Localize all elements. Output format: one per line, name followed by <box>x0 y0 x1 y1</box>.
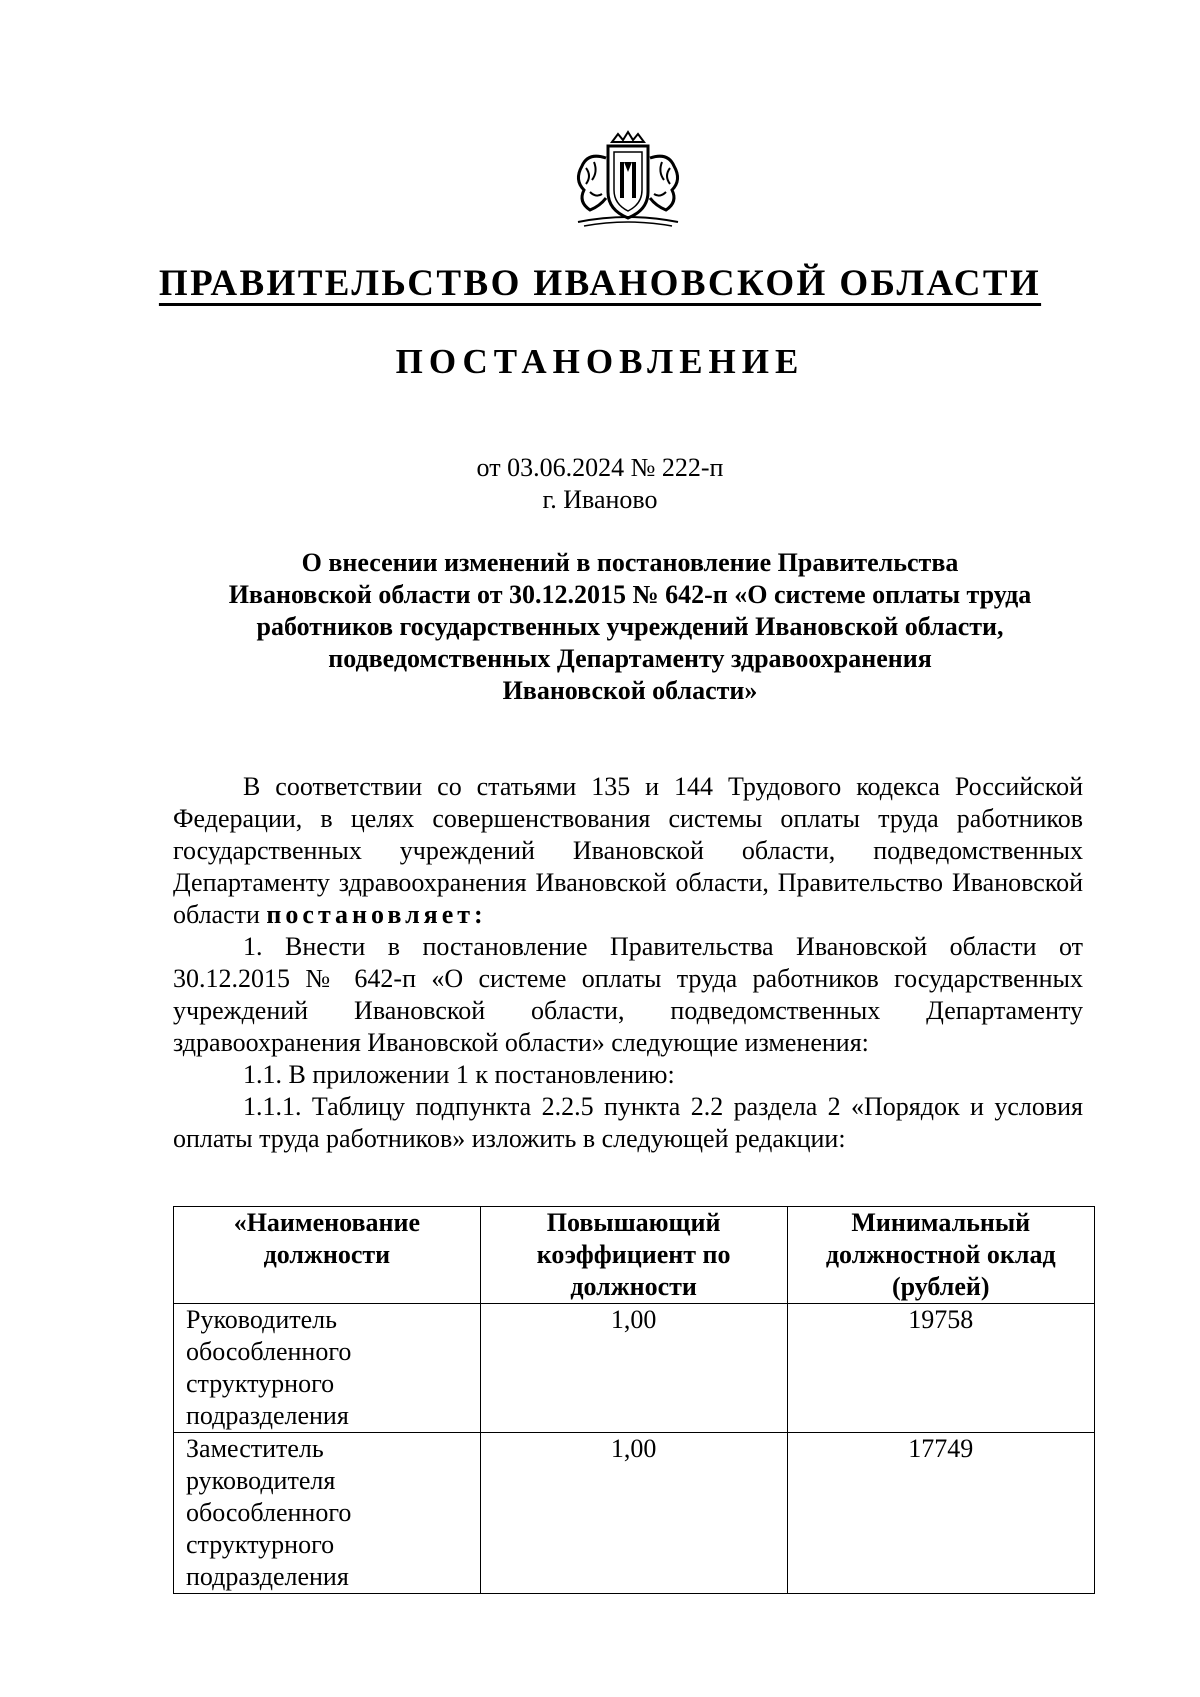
preamble-text: В соответствии со статьями 135 и 144 Трудового кодекса Российской Федерации, в целях совершенствования системы оплаты труда работников государственных учреждений Ивановской области, подведомственных Департаменту здравоохранения Ивановской области, Правительство Ивановской области <box>173 772 1083 929</box>
cell-position: Заместитель руководителя обособленного структурного подразделения <box>174 1433 481 1594</box>
date-number: от 03.06.2024 № 222-п <box>476 453 724 482</box>
header-position: «Наименование должности <box>174 1207 481 1304</box>
table-row <box>174 1433 1095 1594</box>
coat-of-arms-emblem <box>560 128 696 230</box>
item-1-1-1: 1.1.1. Таблицу подпункта 2.2.5 пункта 2.2 раздела 2 «Порядок и условия оплаты труда работников» изложить в следующей редакции: <box>173 1092 1083 1153</box>
cell-coefficient: 1,00 <box>480 1433 787 1594</box>
header-salary: Минимальный должностной оклад (рублей) <box>787 1207 1094 1304</box>
item-1-1: 1.1. В приложении 1 к постановлению: <box>243 1060 675 1089</box>
cell-salary: 17749 <box>787 1433 1094 1594</box>
table-header-row <box>174 1207 1095 1304</box>
cell-coefficient: 1,00 <box>480 1304 787 1433</box>
salary-table <box>173 1206 1095 1594</box>
subject-line: Ивановской области от 30.12.2015 № 642-п «О системе оплаты труда <box>228 580 1032 609</box>
subject-line: Ивановской области» <box>502 676 758 705</box>
document-body <box>173 771 1083 1155</box>
header-coefficient: Повышающий коэффициент по должности <box>480 1207 787 1304</box>
subject-line: подведомственных Департаменту здравоохранения <box>328 644 932 673</box>
document-type: ПОСТАНОВЛЕНИЕ <box>395 342 805 381</box>
document-meta <box>0 452 1200 516</box>
item-1: 1. Внести в постановление Правительства Ивановской области от 30.12.2015 № 642-п «О системе оплаты труда работников государственных учреждений Ивановской области, подведомственных Департаменту здравоохранения Ивановской области» следующие изменения: <box>173 932 1083 1057</box>
government-title: ПРАВИТЕЛЬСТВО ИВАНОВСКОЙ ОБЛАСТИ <box>158 263 1042 304</box>
subject-line: работников государственных учреждений Ивановской области, <box>256 612 1004 641</box>
preamble-paragraph <box>173 771 1083 931</box>
decree-word: постановляет: <box>266 900 487 929</box>
cell-position: Руководитель обособленного структурного подразделения <box>174 1304 481 1433</box>
subject-line: О внесении изменений в постановление Правительства <box>301 548 959 577</box>
city: г. Иваново <box>542 485 658 514</box>
table-row <box>174 1304 1095 1433</box>
document-subject <box>170 547 1090 707</box>
cell-salary: 19758 <box>787 1304 1094 1433</box>
